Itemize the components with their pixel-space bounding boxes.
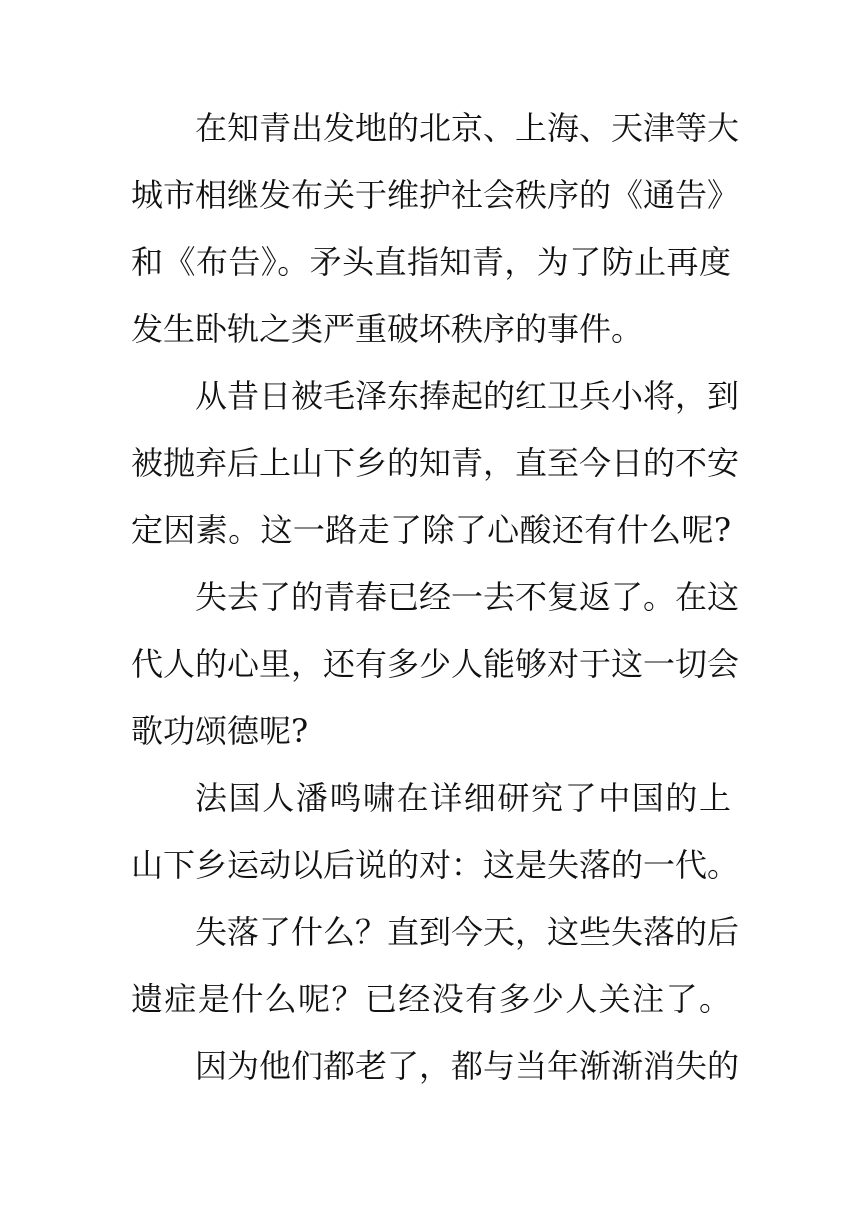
paragraph-1-line-2: 城市相继发布关于维护社会秩序的《通告》 — [131, 176, 740, 214]
paragraph-4-line-1: 法国人潘鸣啸在详细研究了中国的上 — [195, 779, 731, 817]
paragraph-3-line-1: 失去了的青春已经一去不复返了。在这 — [195, 578, 740, 616]
paragraph-1-line-3: 和《布告》。矛头直指知青，为了防止再度 — [131, 243, 731, 281]
paragraph-6-line-1: 因为他们都老了，都与当年渐渐消失的 — [195, 1047, 740, 1085]
paragraph-2-line-2: 被抛弃后上山下乡的知青，直至今日的不安 — [131, 444, 740, 482]
paragraph-5-line-1: 失落了什么？直到今天，这些失落的后 — [195, 913, 740, 951]
paragraph-4-line-2: 山下乡运动以后说的对：这是失落的一代。 — [131, 846, 740, 884]
paragraph-1-line-1: 在知青出发地的北京、上海、天津等大 — [195, 109, 740, 147]
paragraph-2-line-3: 定因素。这一路走了除了心酸还有什么呢? — [131, 511, 731, 549]
paragraph-3-line-3: 歌功颂德呢? — [131, 712, 309, 750]
paragraph-3-line-2: 代人的心里，还有多少人能够对于这一切会 — [131, 645, 740, 683]
paragraph-2-line-1: 从昔日被毛泽东捧起的红卫兵小将，到 — [195, 377, 740, 415]
paragraph-1-line-4: 发生卧轨之类严重破坏秩序的事件。 — [131, 310, 644, 348]
paragraph-5-line-2: 遗症是什么呢？已经没有多少人关注了。 — [131, 980, 731, 1018]
